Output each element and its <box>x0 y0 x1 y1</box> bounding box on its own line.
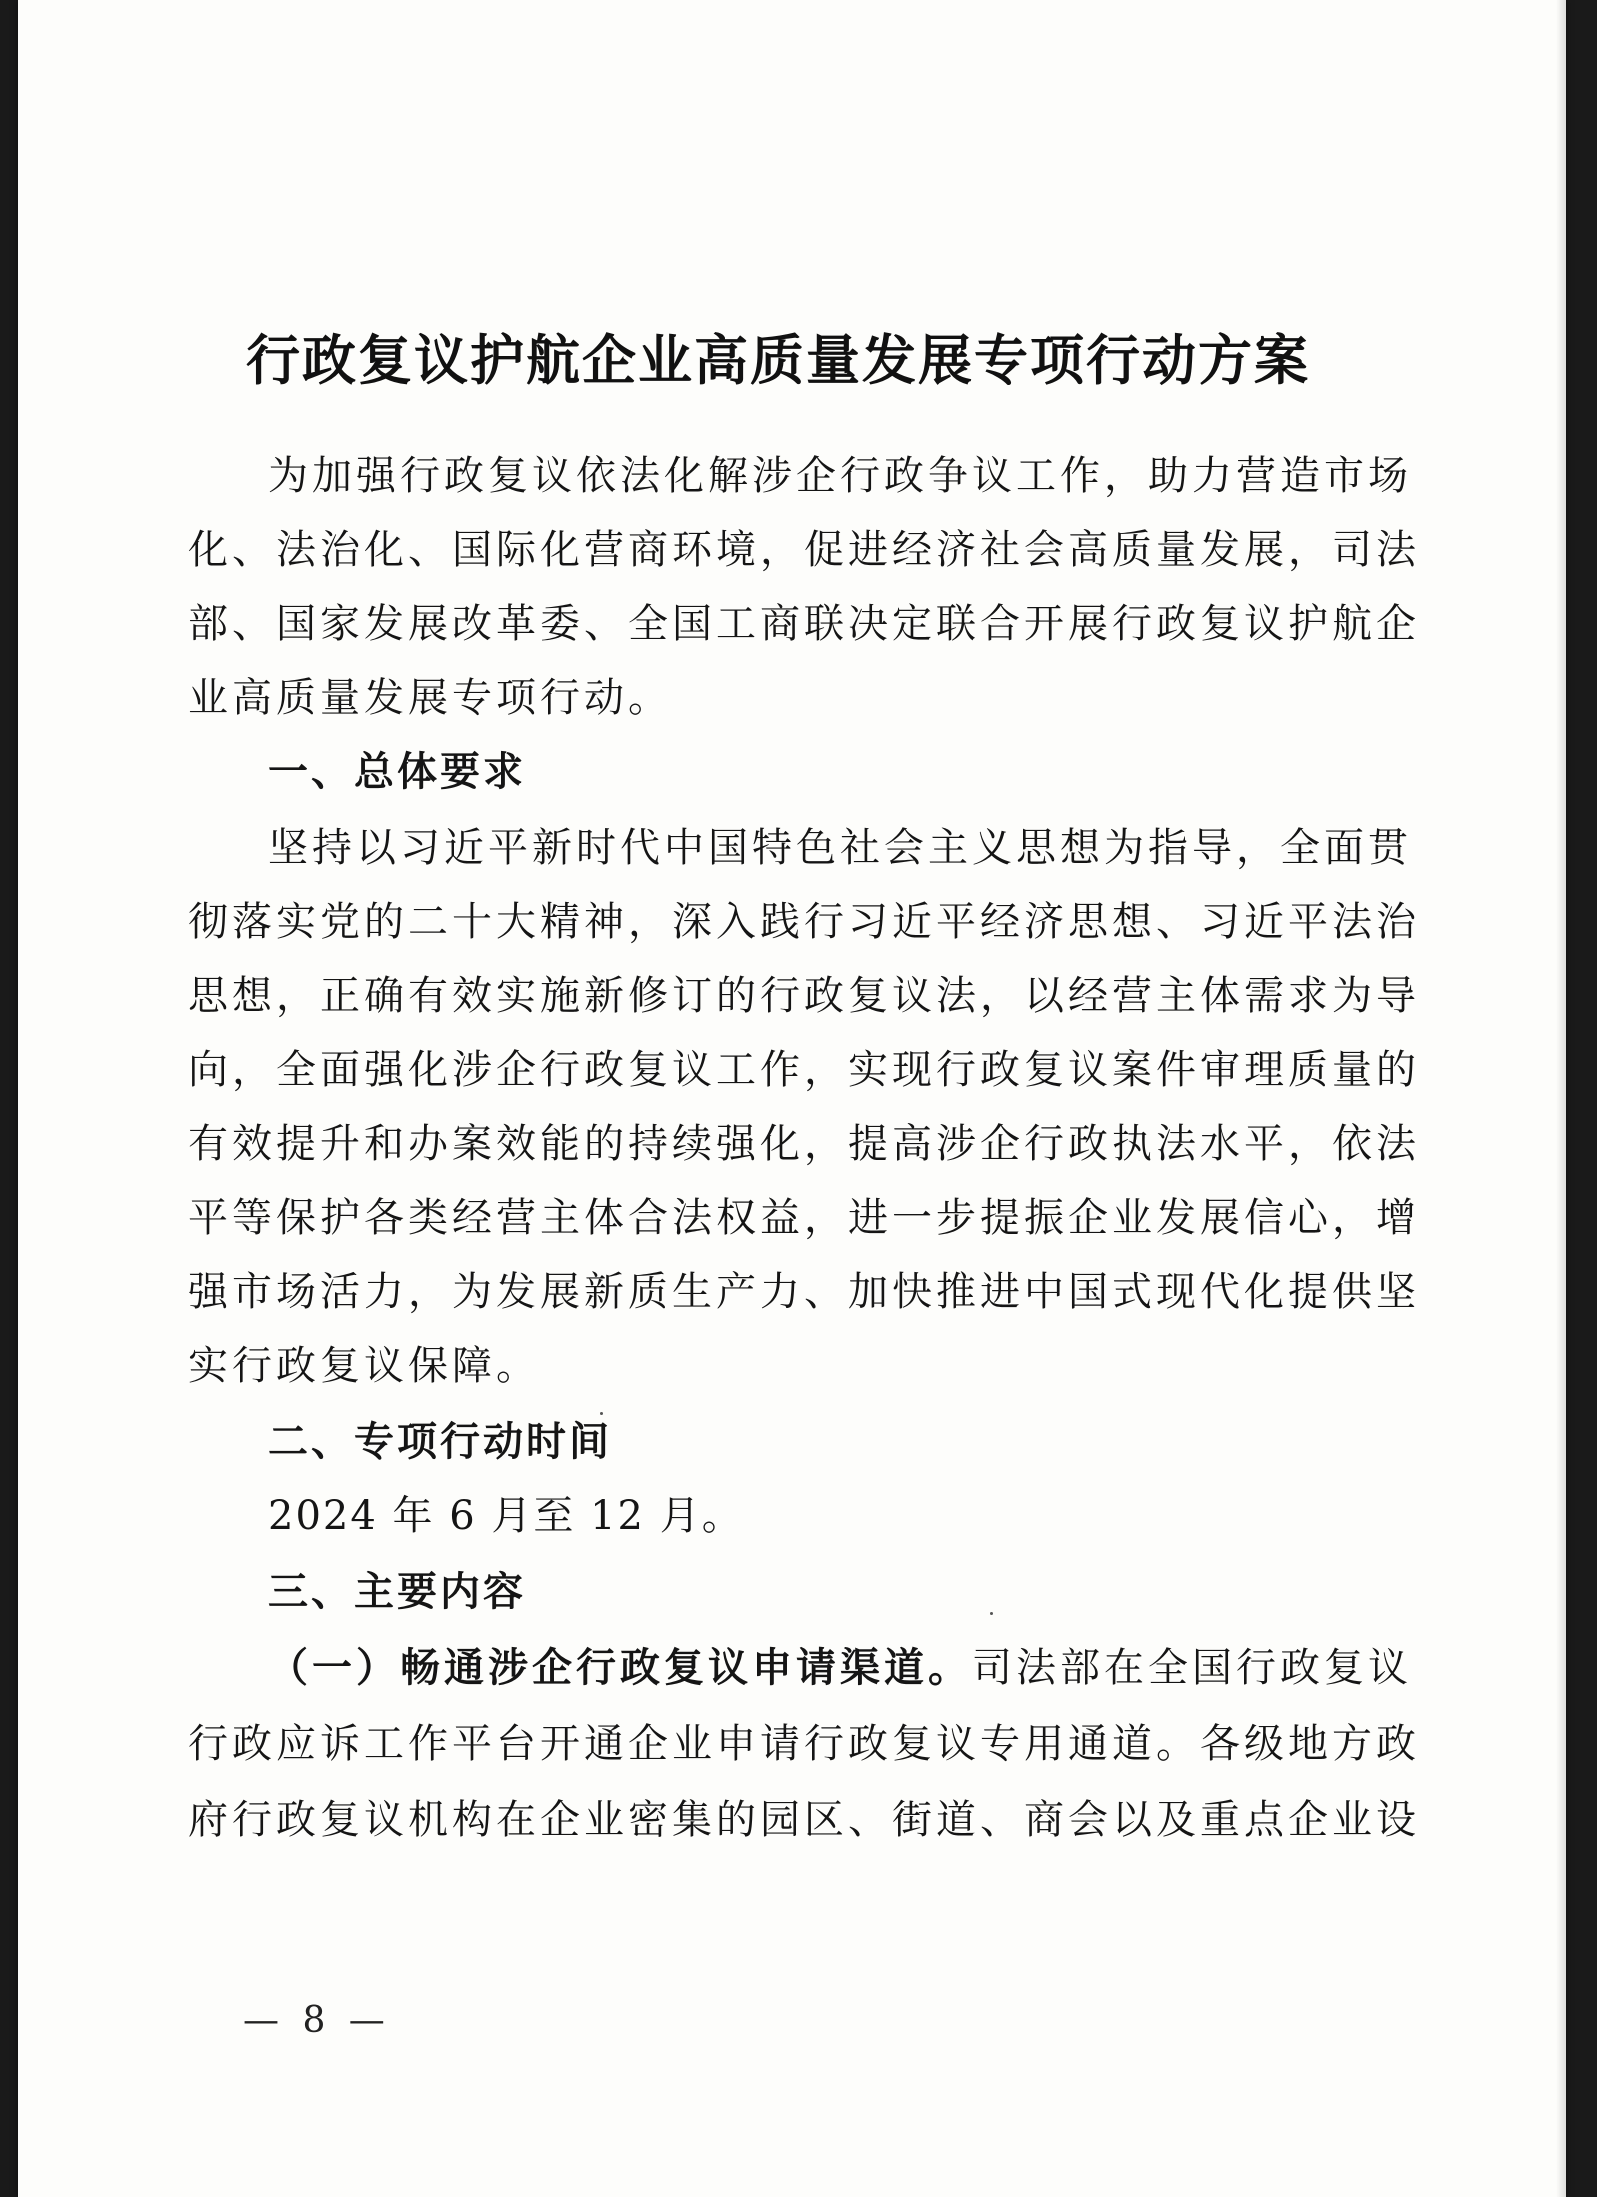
scan-speck <box>990 1612 993 1615</box>
page-number: — 8 — <box>243 2000 391 2041</box>
section1-line-4: 向，全面强化涉企行政复议工作，实现行政复议案件审理质量的 <box>188 1047 1420 1093</box>
intro-line-1: 为加强行政复议依法化解涉企行政争议工作，助力营造市场 <box>268 453 1412 499</box>
section3-item1-line-1-rest: 司法部在全国行政复议 <box>972 1645 1412 1691</box>
section1-line-8: 实行政复议保障。 <box>188 1343 540 1389</box>
section3-item1-line-2: 行政应诉工作平台开通企业申请行政复议专用通道。各级地方政 <box>188 1721 1420 1767</box>
document-title: 行政复议护航企业高质量发展专项行动方案 <box>246 328 1310 392</box>
intro-line-2: 化、法治化、国际化营商环境，促进经济社会高质量发展，司法 <box>188 527 1420 573</box>
section3-item1-line-1 <box>268 1632 1412 1704</box>
section1-heading: 一、总体要求 <box>268 749 526 795</box>
section3-item1-line-3: 府行政复议机构在企业密集的园区、街道、商会以及重点企业设 <box>188 1797 1420 1843</box>
section2-heading: 二、专项行动时间 <box>268 1419 612 1465</box>
section1-line-7: 强市场活力，为发展新质生产力、加快推进中国式现代化提供坚 <box>188 1269 1420 1315</box>
section1-line-1: 坚持以习近平新时代中国特色社会主义思想为指导，全面贯 <box>268 825 1412 871</box>
section1-line-2: 彻落实党的二十大精神，深入践行习近平经济思想、习近平法治 <box>188 899 1420 945</box>
section1-line-3: 思想，正确有效实施新修订的行政复议法，以经营主体需求为导 <box>188 973 1420 1019</box>
page-edge-shadow <box>1556 0 1566 2197</box>
intro-line-4: 业高质量发展专项行动。 <box>188 675 672 721</box>
section2-text: 2024 年 6 月至 12 月。 <box>268 1493 744 1539</box>
section1-line-6: 平等保护各类经营主体合法权益，进一步提振企业发展信心，增 <box>188 1195 1420 1241</box>
document-page <box>18 0 1566 2197</box>
intro-line-3: 部、国家发展改革委、全国工商联决定联合开展行政复议护航企 <box>188 601 1420 647</box>
section1-line-5: 有效提升和办案效能的持续强化，提高涉企行政执法水平，依法 <box>188 1121 1420 1167</box>
section3-item1-title: （一）畅通涉企行政复议申请渠道。 <box>268 1644 972 1691</box>
section3-heading: 三、主要内容 <box>268 1569 526 1615</box>
